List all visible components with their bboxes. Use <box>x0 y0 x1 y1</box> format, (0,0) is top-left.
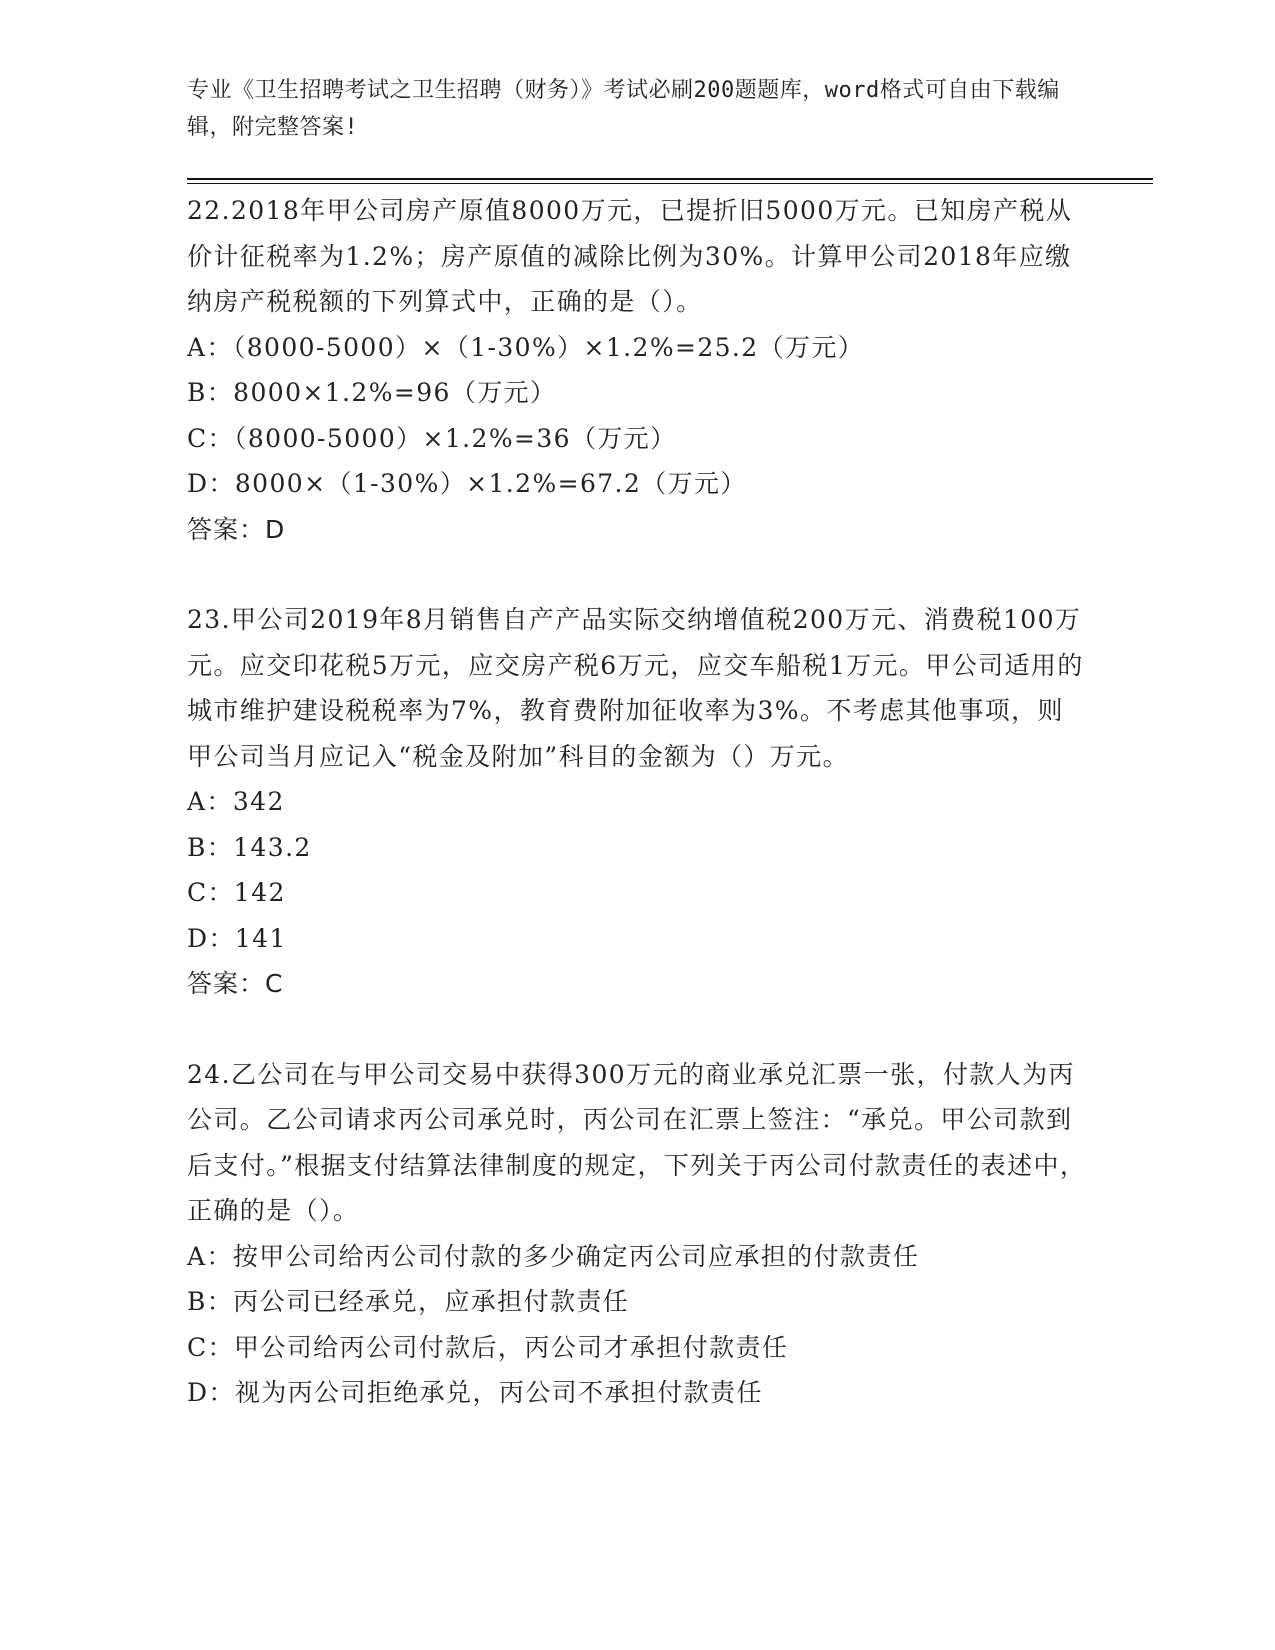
question-24 <box>187 1052 1087 1416</box>
option-b: B：丙公司已经承兑，应承担付款责任 <box>187 1287 630 1316</box>
question-stem: 22.2018年甲公司房产原值8000万元，已提折旧5000万元。已知房产税从价计征税率为1.2%；房产原值的减除比例为30%。计算甲公司2018年应缴纳房产税税额的下列算式中，正确的是（）。 <box>187 196 1073 316</box>
header-divider-thin <box>187 183 1153 184</box>
option-c: C：142 <box>187 878 286 907</box>
question-list <box>187 188 1087 1416</box>
question-23 <box>187 597 1087 1007</box>
option-c: C：（8000-5000）×1.2%=36（万元） <box>187 423 677 453</box>
answer-line: 答案：D <box>187 514 286 544</box>
option-a: A：按甲公司给丙公司付款的多少确定丙公司应承担的付款责任 <box>187 1241 920 1271</box>
question-spacer <box>187 1007 1087 1052</box>
option-d: D：视为丙公司拒绝承兑，丙公司不承担付款责任 <box>187 1378 763 1407</box>
question-22 <box>187 188 1087 552</box>
option-a: A：342 <box>187 787 285 816</box>
option-a: A：（8000-5000）×（1-30%）×1.2%=25.2（万元） <box>187 332 865 362</box>
option-d: D：8000×（1-30%）×1.2%=67.2（万元） <box>187 469 747 498</box>
document-header: 专业《卫生招聘考试之卫生招聘（财务）》考试必刷200题题库，word格式可自由下载编辑，附完整答案! <box>187 78 1060 140</box>
header-divider <box>187 178 1153 180</box>
option-d: D：141 <box>187 923 287 953</box>
option-c: C：甲公司给丙公司付款后，丙公司才承担付款责任 <box>187 1332 789 1362</box>
question-stem: 24.乙公司在与甲公司交易中获得300万元的商业承兑汇票一张，付款人为丙公司。乙公司请求丙公司承兑时，丙公司在汇票上签注：“承兑。甲公司款到后支付。”根据支付结算法律制度的规定，下列关于丙公司付款责任的表述中，正确的是（）。 <box>187 1059 1087 1225</box>
question-spacer <box>187 552 1087 597</box>
question-stem: 23.甲公司2019年8月销售自产产品实际交纳增值税200万元、消费税100万元。应交印花税5万元，应交房产税6万元，应交车船税1万元。甲公司适用的城市维护建设税税率为7%，教育费附加征收率为3%。不考虑其他事项，则甲公司当月应记入“税金及附加”科目的金额为（）万元。 <box>187 605 1084 771</box>
option-b: B：143.2 <box>187 832 312 862</box>
answer-line: 答案：C <box>187 969 284 998</box>
option-b: B：8000×1.2%=96（万元） <box>187 378 557 407</box>
